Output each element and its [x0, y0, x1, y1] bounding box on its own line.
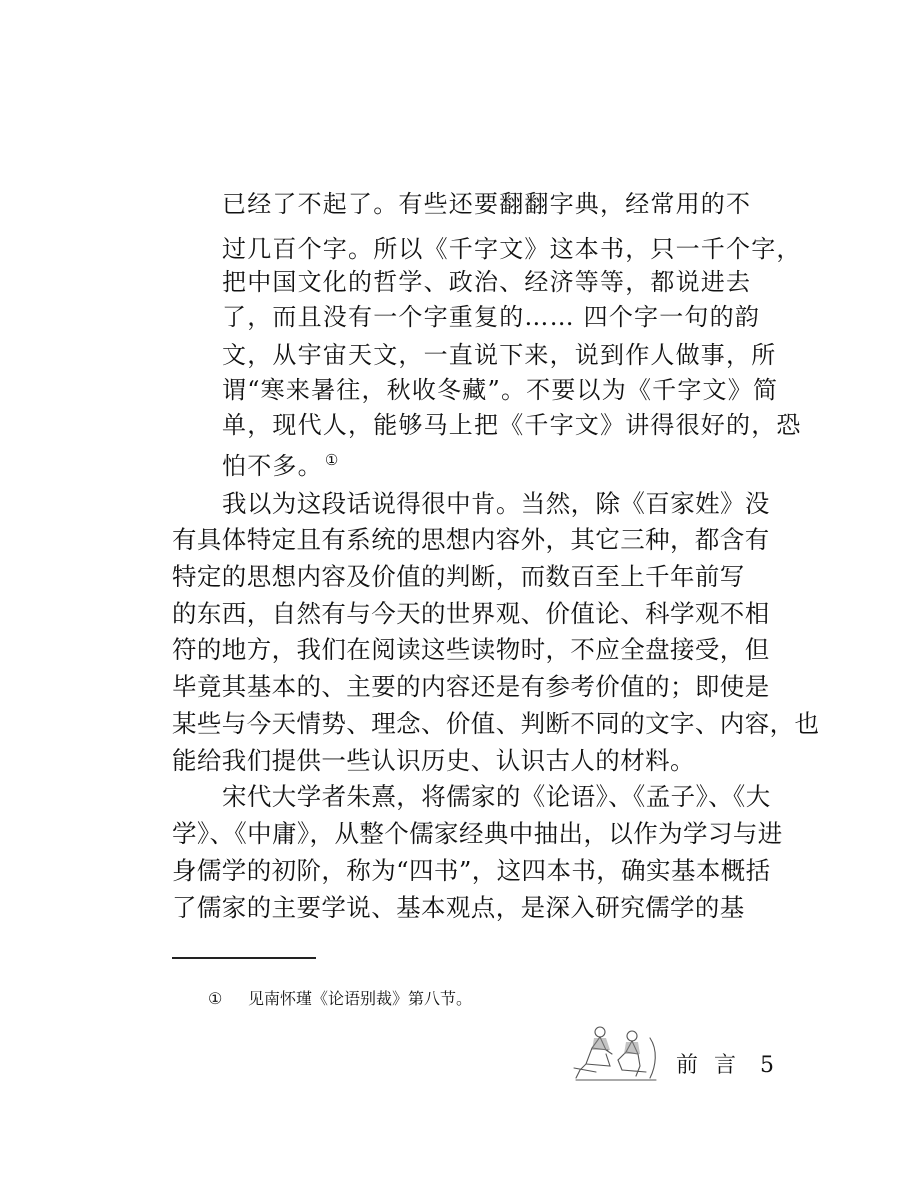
running-footer [676, 1048, 774, 1079]
quote-line-6: 谓“寒来暑往，秋收冬藏”。不要以为《千字文》简 [222, 376, 779, 404]
body-line-5: 符的地方，我们在阅读这些读物时，不应全盘接受，但 [172, 635, 770, 664]
body-line-7: 某些与今天情势、理念、价值、判断不同的文字、内容，也 [172, 709, 820, 738]
body-line-3: 特定的思想内容及价值的判断，而数百至上千年前写 [172, 562, 745, 591]
quote-line-8-text: 怕不多。 [222, 452, 323, 480]
page-number: 5 [760, 1053, 775, 1078]
body-line-9: 宋代大学者朱熹，将儒家的《论语》、《孟子》、《大 [222, 782, 771, 811]
body-line-4: 的东西，自然有与今天的世界观、价值论、科学观不相 [172, 599, 770, 628]
footnote-mark: ① [208, 989, 223, 1008]
footnote-text: 见南怀瑾《论语别裁》第八节。 [248, 989, 473, 1008]
quote-line-8 [222, 446, 339, 481]
footnote-divider [172, 957, 316, 959]
footnote-reference[interactable]: ① [324, 451, 340, 469]
quote-line-7: 单，现代人，能够马上把《千字文》讲得很好的，恐 [222, 411, 802, 439]
body-line-12: 了儒家的主要学说、基本观点，是深入研究儒学的基 [172, 893, 745, 922]
quote-line-1: 已经了不起了。有些还要翻翻字典，经常用的不 [222, 190, 752, 218]
body-line-1: 我以为这段话说得很中肯。当然，除《百家姓》没 [222, 489, 770, 518]
body-line-10: 学》、《中庸》，从整个儒家经典中抽出，以作为学习与进 [172, 819, 783, 848]
footnote [208, 986, 472, 1009]
body-line-11: 身儒学的初阶，称为“四书”，这四本书，确实基本概括 [172, 856, 771, 885]
quote-line-4: 了，而且没有一个字重复的…… 四个字一句的韵 [222, 303, 761, 331]
section-title: 前言 [676, 1053, 753, 1078]
quote-line-5: 文，从宇宙天文，一直说下来，说到作人做事，所 [222, 341, 777, 369]
body-line-2: 有具体特定且有系统的思想内容外，其它三种，都含有 [172, 525, 770, 554]
body-line-8: 能给我们提供一些认识历史、认识古人的材料。 [172, 746, 695, 775]
two-scholars-illustration-icon [566, 1020, 666, 1084]
quote-line-2: 过几百个字。所以《千字文》这本书，只一千个字， [222, 235, 802, 263]
quote-line-3: 把中国文化的哲学、政治、经济等等，都说进去 [222, 268, 752, 296]
body-line-6: 毕竟其基本的、主要的内容还是有参考价值的；即使是 [172, 672, 770, 701]
